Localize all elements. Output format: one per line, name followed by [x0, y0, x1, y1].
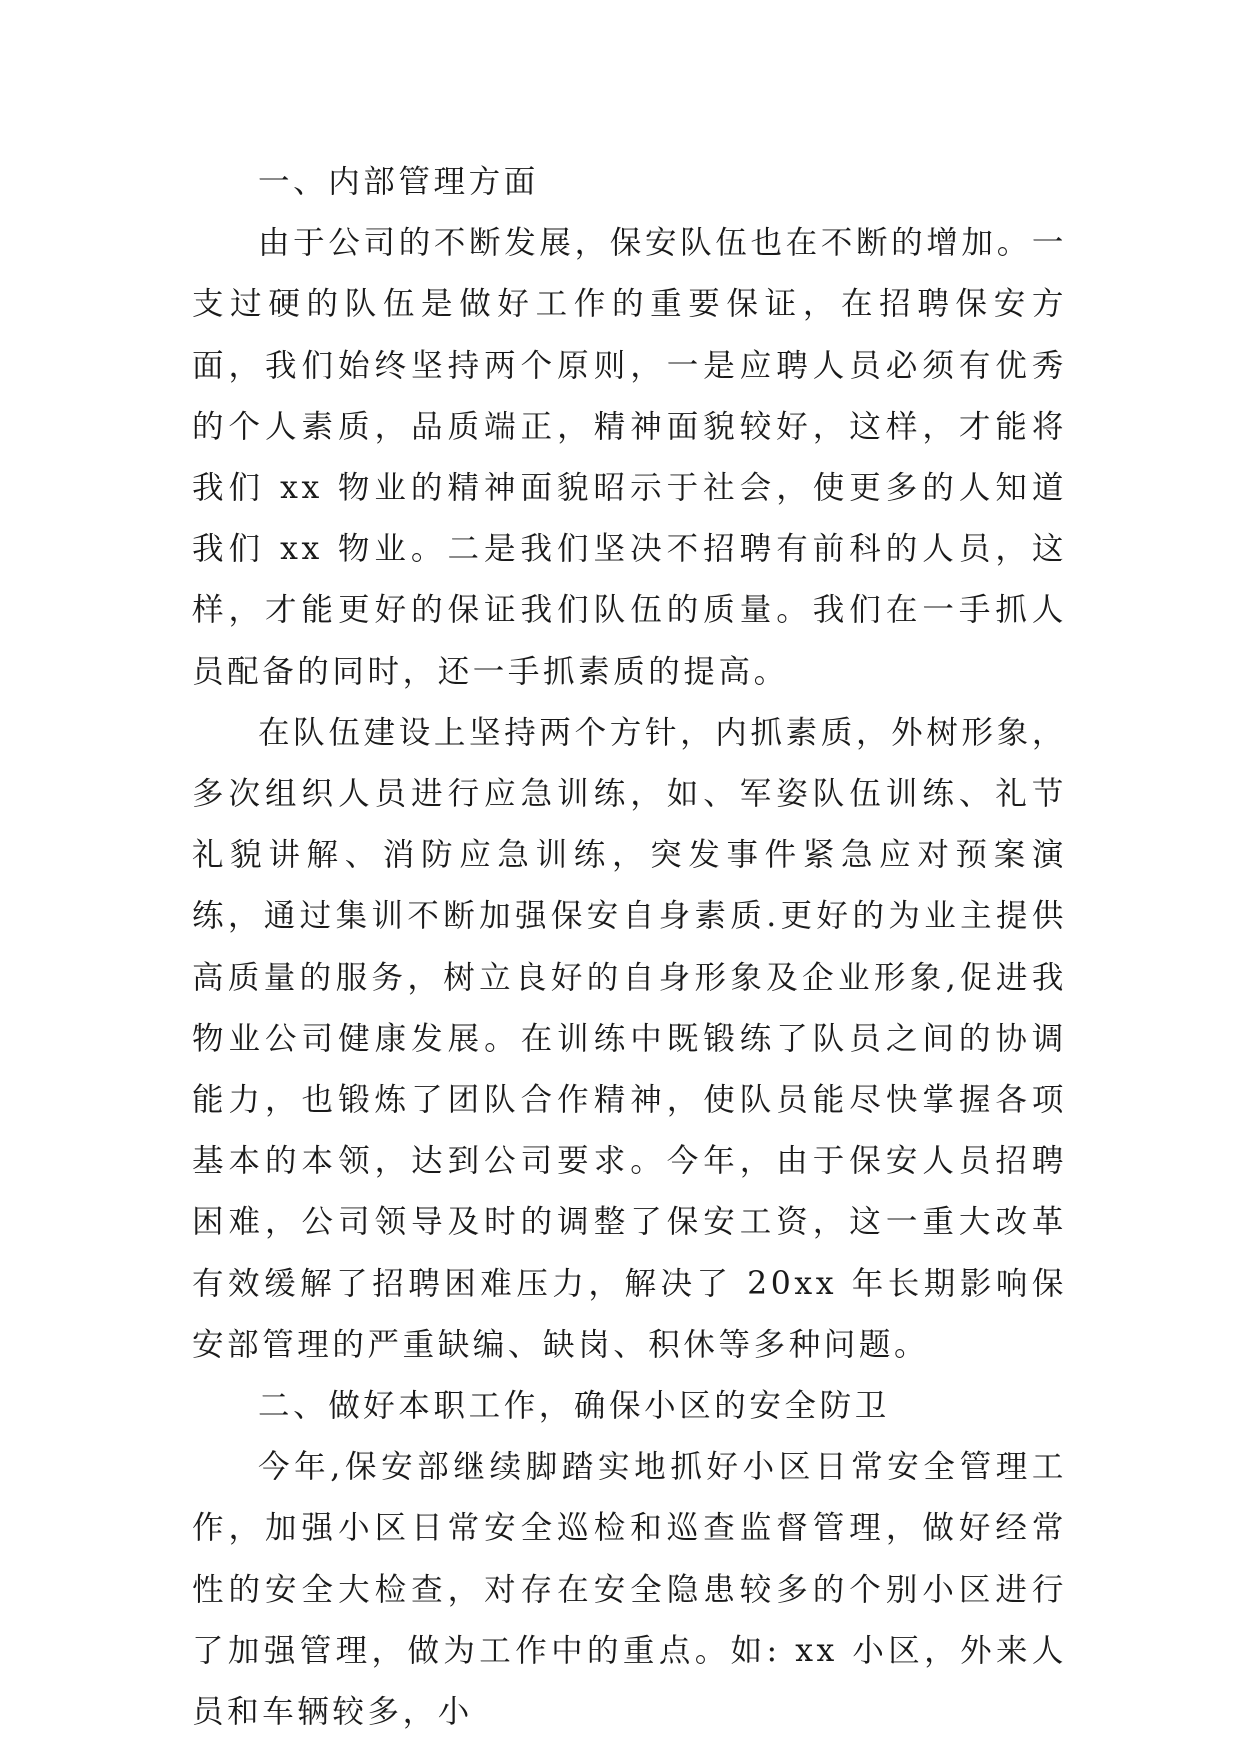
document-body	[192, 152, 1067, 1743]
paragraph-team-building: 在队伍建设上坚持两个方针，内抓素质，外树形象，多次组织人员进行应急训练，如、军姿队伍训练、礼节礼貌讲解、消防应急训练，突发事件紧急应对预案演练，通过集训不断加强保安自身素质.更好的为业主提供高质量的服务，树立良好的自身形象及企业形象,促进我物业公司健康发展。在训练中既锻练了队员之间的协调能力，也锻炼了团队合作精神，使队员能尽快掌握各项基本的本领，达到公司要求。今年，由于保安人员招聘困难，公司领导及时的调整了保安工资，这一重大改革有效缓解了招聘困难压力，解决了 20xx 年长期影响保安部管理的严重缺编、缺岗、积休等多种问题。	[192, 714, 1067, 1363]
section-heading-internal-management: 一、内部管理方面	[258, 164, 539, 200]
section-heading-security-duty: 二、做好本职工作，确保小区的安全防卫	[258, 1388, 890, 1425]
paragraph-recruitment: 由于公司的不断发展，保安队伍也在不断的增加。一支过硬的队伍是做好工作的重要保证，在招聘保安方面，我们始终坚持两个原则，一是应聘人员必须有优秀的个人素质，品质端正，精神面貌较好，这样，才能将我们 xx 物业的精神面貌昭示于社会，使更多的人知道我们 xx 物业。二是我们坚决不招聘有前科的人员，这样，才能更好的保证我们队伍的质量。我们在一手抓人员配备的同时，还一手抓素质的提高。	[192, 225, 1067, 690]
paragraph-daily-safety: 今年,保安部继续脚踏实地抓好小区日常安全管理工作，加强小区日常安全巡检和巡查监督管理，做好经常性的安全大检查，对存在安全隐患较多的个别小区进行了加强管理，做为工作中的重点。如: xx 小区，外来人员和车辆较多，小	[192, 1449, 1067, 1731]
